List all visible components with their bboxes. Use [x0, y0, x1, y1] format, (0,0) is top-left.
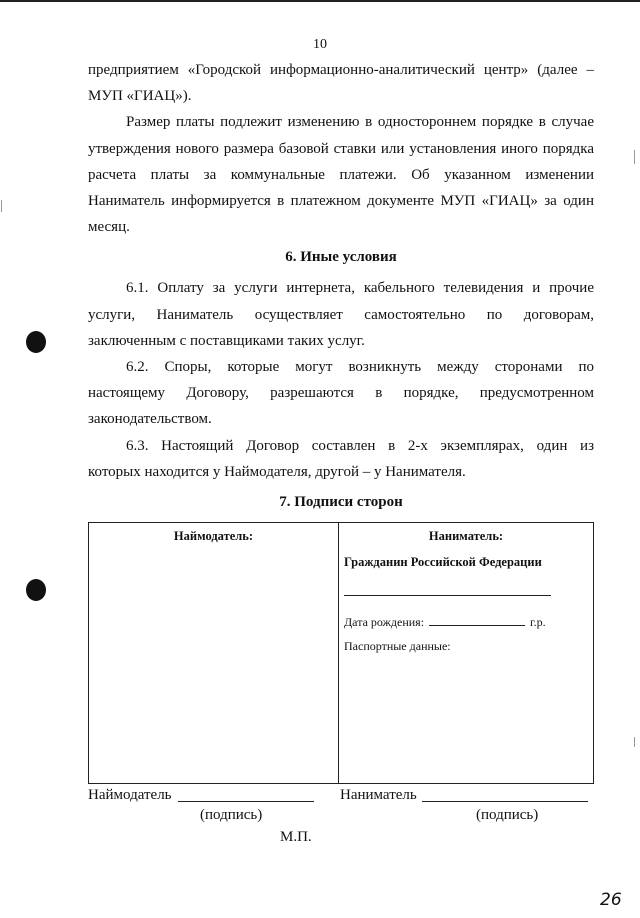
section6-p2-line2: настоящему Договору, разрешаются в порядке, предусмотренном	[88, 385, 594, 401]
landlord-signature	[88, 787, 172, 804]
page-number: 10	[313, 37, 327, 52]
para2-line2: утверждения нового размера базовой ставки или установления иного порядка	[88, 141, 594, 157]
table-divider	[338, 523, 339, 783]
tenant-signature	[340, 787, 417, 804]
para2-line1: Размер платы подлежит изменению в одностороннем порядке в случае	[126, 114, 594, 130]
landlord-signature-line	[178, 801, 314, 802]
birth-date-row	[344, 613, 546, 630]
tenant-citizenship: Гражданин Российской Федерации	[344, 555, 542, 569]
handwritten-page-number: 26	[600, 890, 622, 910]
section6-p2-line1: 6.2. Споры, которые могут возникнуть между сторонами по	[126, 359, 594, 375]
signatures-table	[88, 522, 594, 784]
landlord-header: Наймодатель:	[173, 529, 254, 543]
section6-p3-line2: которых находится у Наймодателя, другой – у Нанимателя.	[88, 464, 466, 480]
scan-mark	[634, 737, 635, 747]
para2-line4: Наниматель информируется в платежном документе МУП «ГИАЦ» за один	[88, 193, 594, 209]
birth-date-blank	[429, 613, 525, 626]
section7-heading: 7. Подписи сторон	[279, 494, 403, 510]
tenant-name-line	[344, 595, 551, 596]
section6-p1-line1: 6.1. Оплату за услуги интернета, кабельного телевидения и прочие	[126, 280, 594, 296]
punch-hole-bottom	[26, 579, 46, 601]
section6-p3-line1: 6.3. Настоящий Договор составлен в 2-х экземплярах, один из	[126, 438, 594, 454]
section6-p1-line2: услуги, Наниматель осуществляет самостоятельно по договорам,	[88, 307, 594, 323]
birth-date-suffix: г.р.	[530, 615, 546, 629]
birth-date-label: Дата рождения:	[344, 615, 425, 629]
para1-line1: предприятием «Городской информационно-аналитический центр» (далее –	[88, 62, 594, 78]
scan-mark	[634, 150, 635, 164]
passport-label: Паспортные данные:	[344, 639, 451, 653]
tenant-sign-hint: (подпись)	[476, 807, 539, 823]
tenant-header: Наниматель:	[428, 529, 504, 543]
para2-line3: расчета платы за коммунальные платежи. Об указанном изменении	[88, 167, 594, 183]
tenant-signature-line	[422, 801, 588, 802]
section6-p1-line3: заключенным с поставщиками таких услуг.	[88, 333, 365, 349]
landlord-signature-label: Наймодатель	[88, 787, 172, 803]
punch-hole-top	[26, 331, 46, 353]
para1-line2: МУП «ГИАЦ»).	[88, 88, 192, 104]
scan-mark	[1, 200, 2, 212]
stamp-place: М.П.	[280, 829, 312, 845]
tenant-signature-label: Наниматель	[340, 787, 417, 803]
section6-heading: 6. Иные условия	[285, 249, 397, 265]
section6-p2-line3: законодательством.	[88, 411, 212, 427]
para2-line5: месяц.	[88, 219, 130, 235]
top-border	[0, 0, 640, 2]
landlord-sign-hint: (подпись)	[200, 807, 263, 823]
